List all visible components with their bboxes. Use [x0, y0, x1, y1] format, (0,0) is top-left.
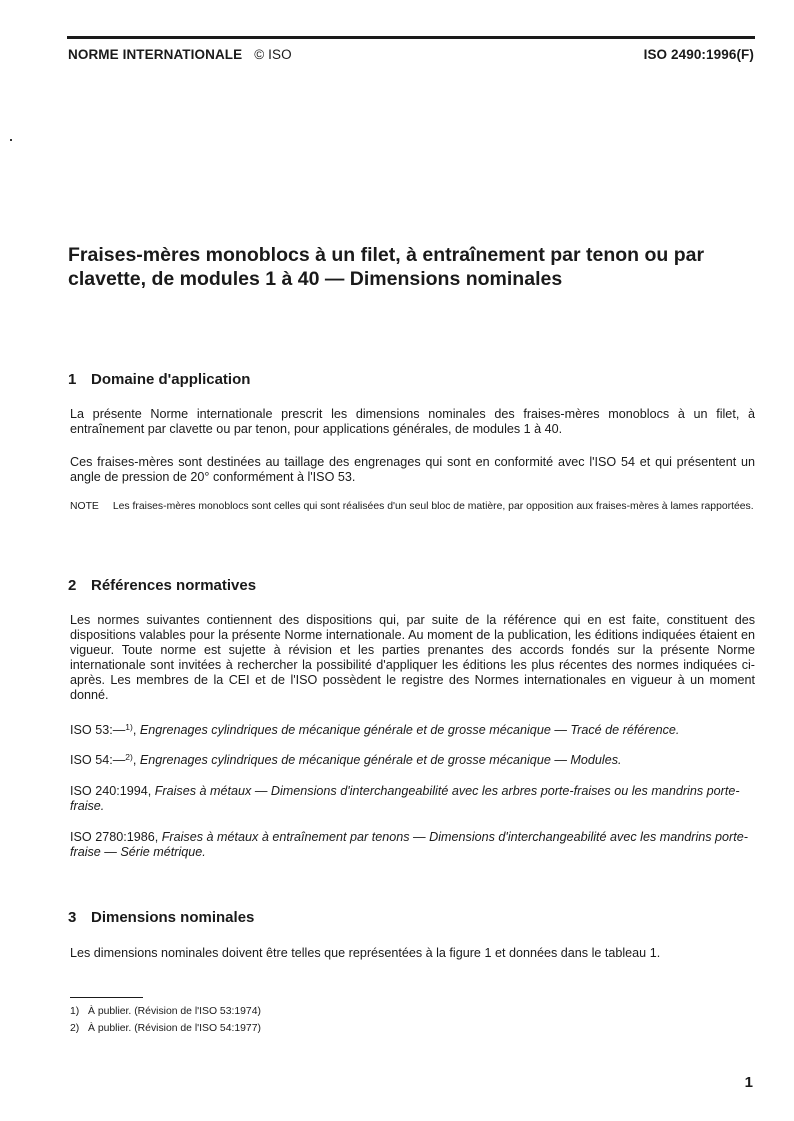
section-1-paragraph-2: Ces fraises-mères sont destinées au taillage des engrenages qui sont en conformité avec l'ISO 54 et qui présentent un angle de pression de 20° conformément à l'ISO 53.: [70, 455, 755, 484]
section-number: 1: [68, 371, 77, 388]
footnote-text: À publier. (Révision de l'ISO 54:1977): [88, 1023, 261, 1034]
reference-code: ISO 2780:1986,: [70, 830, 159, 844]
section-2-paragraph-1: Les normes suivantes contiennent des dispositions qui, par suite de la référence qui en est faite, constituent des dispositions valables pour la présente Norme internationale. Au moment de la publication, les éditions indiquées étaient en vigueur. Toute norme est sujette à révision et les parties prenantes des accords fondés sur la présente Norme internationale sont invitées à rechercher la possibilité d'appliquer les éditions les plus récentes des normes indiquées ci-après. Les membres de la CEI et de l'ISO possèdent le registre des Normes internationales en vigueur à un moment donné.: [70, 613, 755, 702]
reference-footnote-mark: 2): [125, 752, 133, 762]
note-label: NOTE: [70, 501, 99, 512]
section-number: 2: [68, 577, 77, 594]
footnote-1: [70, 1005, 261, 1019]
section-1-paragraph-1: La présente Norme internationale prescrit les dimensions nominales des fraises-mères monoblocs à un filet, à entraînement par clavette ou par tenon, pour applications générales, de modules 1 à 40.: [70, 407, 755, 436]
footnote-number: 1): [70, 1006, 80, 1017]
header-copyright: © ISO: [254, 47, 292, 62]
document-title: Fraises-mères monoblocs à un filet, à entraînement par tenon ou par clavette, de modules 1 à 40 — Dimensions nominales: [68, 244, 705, 290]
reference-code: ISO 54:—: [70, 753, 126, 767]
header-rule: [67, 36, 755, 39]
reference-code: ISO 53:—: [70, 723, 126, 737]
note-text: Les fraises-mères monoblocs sont celles qui sont réalisées d'un seul bloc de matière, par opposition aux fraises-mères à lames rapportées.: [112, 501, 754, 512]
reference-title: Engrenages cylindriques de mécanique générale et de grosse mécanique — Modules.: [139, 753, 622, 767]
reference-footnote-mark: 1): [125, 722, 133, 732]
reference-iso-54: ISO 54:—$^{2)}$, Engrenages cylindriques de mécanique générale et de grosse mécanique — Modules.: [70, 752, 622, 767]
section-1-note: [70, 500, 755, 514]
scan-speck: [10, 139, 12, 141]
section-number: 3: [68, 909, 77, 926]
section-3-heading: [68, 909, 254, 926]
footnote-2: [70, 1022, 261, 1036]
footnote-text: À publier. (Révision de l'ISO 53:1974): [88, 1006, 261, 1017]
page-number: 1: [744, 1074, 753, 1091]
section-title: Domaine d'application: [91, 371, 251, 388]
header-standard-number: ISO 2490:1996(F): [643, 47, 754, 62]
reference-iso-2780: [70, 830, 755, 860]
section-title: Références normatives: [91, 577, 257, 594]
footnote-number: 2): [70, 1023, 80, 1034]
footnote-rule: [70, 997, 143, 998]
section-title: Dimensions nominales: [91, 909, 255, 926]
reference-iso-240: [70, 784, 755, 814]
section-2-heading: [68, 577, 256, 594]
reference-title: Fraises à métaux à entraînement par tenons — Dimensions d'interchangeabilité avec les mandrins porte-fraise — Série métrique.: [70, 830, 748, 859]
header-left: [68, 47, 292, 62]
section-1-heading: [68, 371, 250, 388]
reference-title: Engrenages cylindriques de mécanique générale et de grosse mécanique — Tracé de référence.: [139, 723, 680, 737]
header-label: NORME INTERNATIONALE: [68, 47, 243, 62]
section-3-paragraph-1: Les dimensions nominales doivent être telles que représentées à la figure 1 et données dans le tableau 1.: [70, 946, 661, 960]
reference-title: Fraises à métaux — Dimensions d'interchangeabilité avec les arbres porte-fraises ou les mandrins porte-fraise.: [70, 784, 740, 813]
reference-iso-53: ISO 53:—$^{1)}$, Engrenages cylindriques de mécanique générale et de grosse mécanique — Tracé de référence.: [70, 722, 680, 737]
reference-code: ISO 240:1994,: [70, 784, 152, 798]
